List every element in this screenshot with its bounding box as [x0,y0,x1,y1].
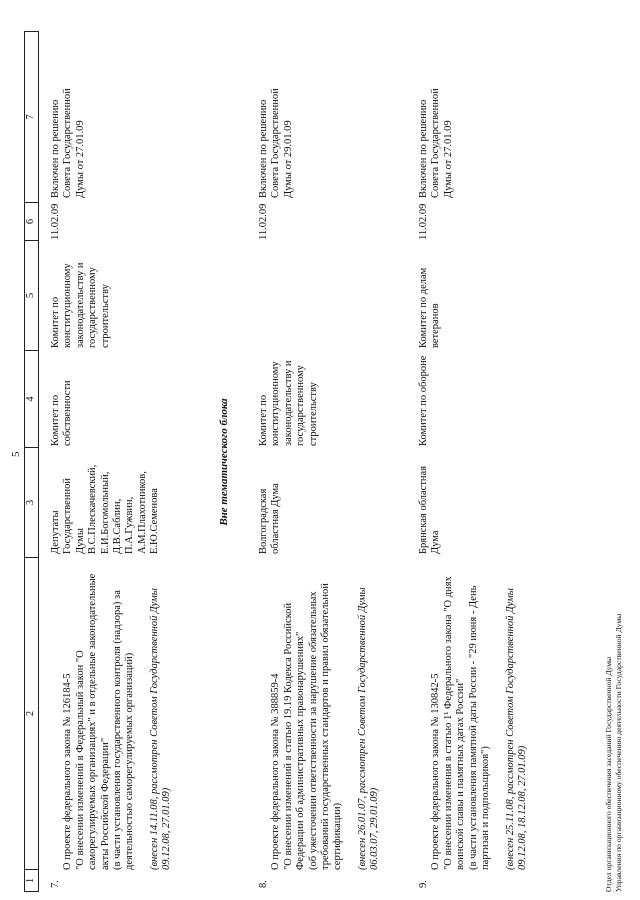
row-number: 9. [418,880,429,888]
co-committee: Комитет по конституционному законодательству и государственному строительству [50,262,111,348]
review-date: 11.02.09 [50,203,61,240]
bill-note: (внесен 26.01.07, рассмотрен Советом Государственной Думы 06.03.07, 29.01.09) [357,587,381,870]
footer [604,614,624,892]
inclusion-decision: Включен по решению Совета Государственной Думы от 27.01.09 [418,88,454,198]
responsible-committee: Комитет по собственности [50,380,74,446]
column-number: 3 [25,448,39,558]
bill-note: (внесен 14.11.08, рассмотрен Советом Государственной Думы 09.12.08, 27.01.09) [149,588,173,870]
column-number-header-row [25,32,39,892]
bill-note: (внесен 25.11.08, рассмотрен Советом Государственной Думы 09.12.08, 18.12.08, 27.01.09) [504,588,528,870]
review-date: 11.02.09 [258,203,269,240]
row-number: 7. [50,880,61,888]
co-committee: Комитет по делам ветеранов [418,267,442,348]
section-title: Вне тематического блока [218,398,230,526]
footer-line: Отдел организационного обеспечения заседаний Государственной Думы [604,656,613,892]
bill-description [50,565,186,870]
footer-line: Управления по организационному обеспечению деятельности Государственной Думы [613,613,623,892]
initiator: Депутаты Государственной Думы В.С.Плескачевский, Е.И.Богомольный, Д.В.Саблин, П.А.Гужвин, А.М.Плахотников, Е.Ю.Семенова [50,464,160,554]
column-number: 2 [25,558,39,870]
agenda-table [24,31,39,892]
bill-title: О проекте федерального закона № 130842-5 "О внесении изменения в статью 1¹ Федерального закона "О днях воинской славы и памятных датах России" (в части установления памятной даты России - "29 июня - День партизан и подпольщиков") [430,576,491,870]
bill-title: О проекте федерального закона № 126184-5 "О внесении изменений в Федеральный закон "О саморегулируемых организациях" и в отдельные законодательные акты Российской Федерации" (в части установления государственного контроля (надзора) за деятельностью саморегулируемых организаций) [62,573,136,870]
column-number: 6 [25,203,39,241]
responsible-committee: Комитет по обороне [418,355,429,446]
bill-description [418,565,542,870]
review-date: 11.02.09 [418,203,429,240]
initiator: Брянская областная Дума [418,465,442,554]
column-number: 7 [25,32,39,203]
inclusion-decision: Включен по решению Совета Государственной Думы от 29.01.09 [258,88,294,198]
column-number: 1 [25,870,39,892]
responsible-committee: Комитет по конституционному законодательству и государственному строительству [258,360,319,446]
row-number: 8. [258,880,269,888]
column-number: 5 [25,241,39,351]
page-number: 5 [10,451,22,457]
bill-title: О проекте федерального закона № 388859-4 "О внесении изменений в статью 19.19 Кодекса Российской Федерации об административных правонарушениях" (об ужесточении ответственности за нарушение обязательных требований государственных стандартов и правил обязательной сертификации) [270,583,344,870]
bill-description [258,565,394,870]
inclusion-decision: Включен по решению Совета Государственной Думы от 27.01.09 [50,88,86,198]
column-number: 4 [25,351,39,448]
initiator: Волгоградская областная Дума [258,483,282,554]
